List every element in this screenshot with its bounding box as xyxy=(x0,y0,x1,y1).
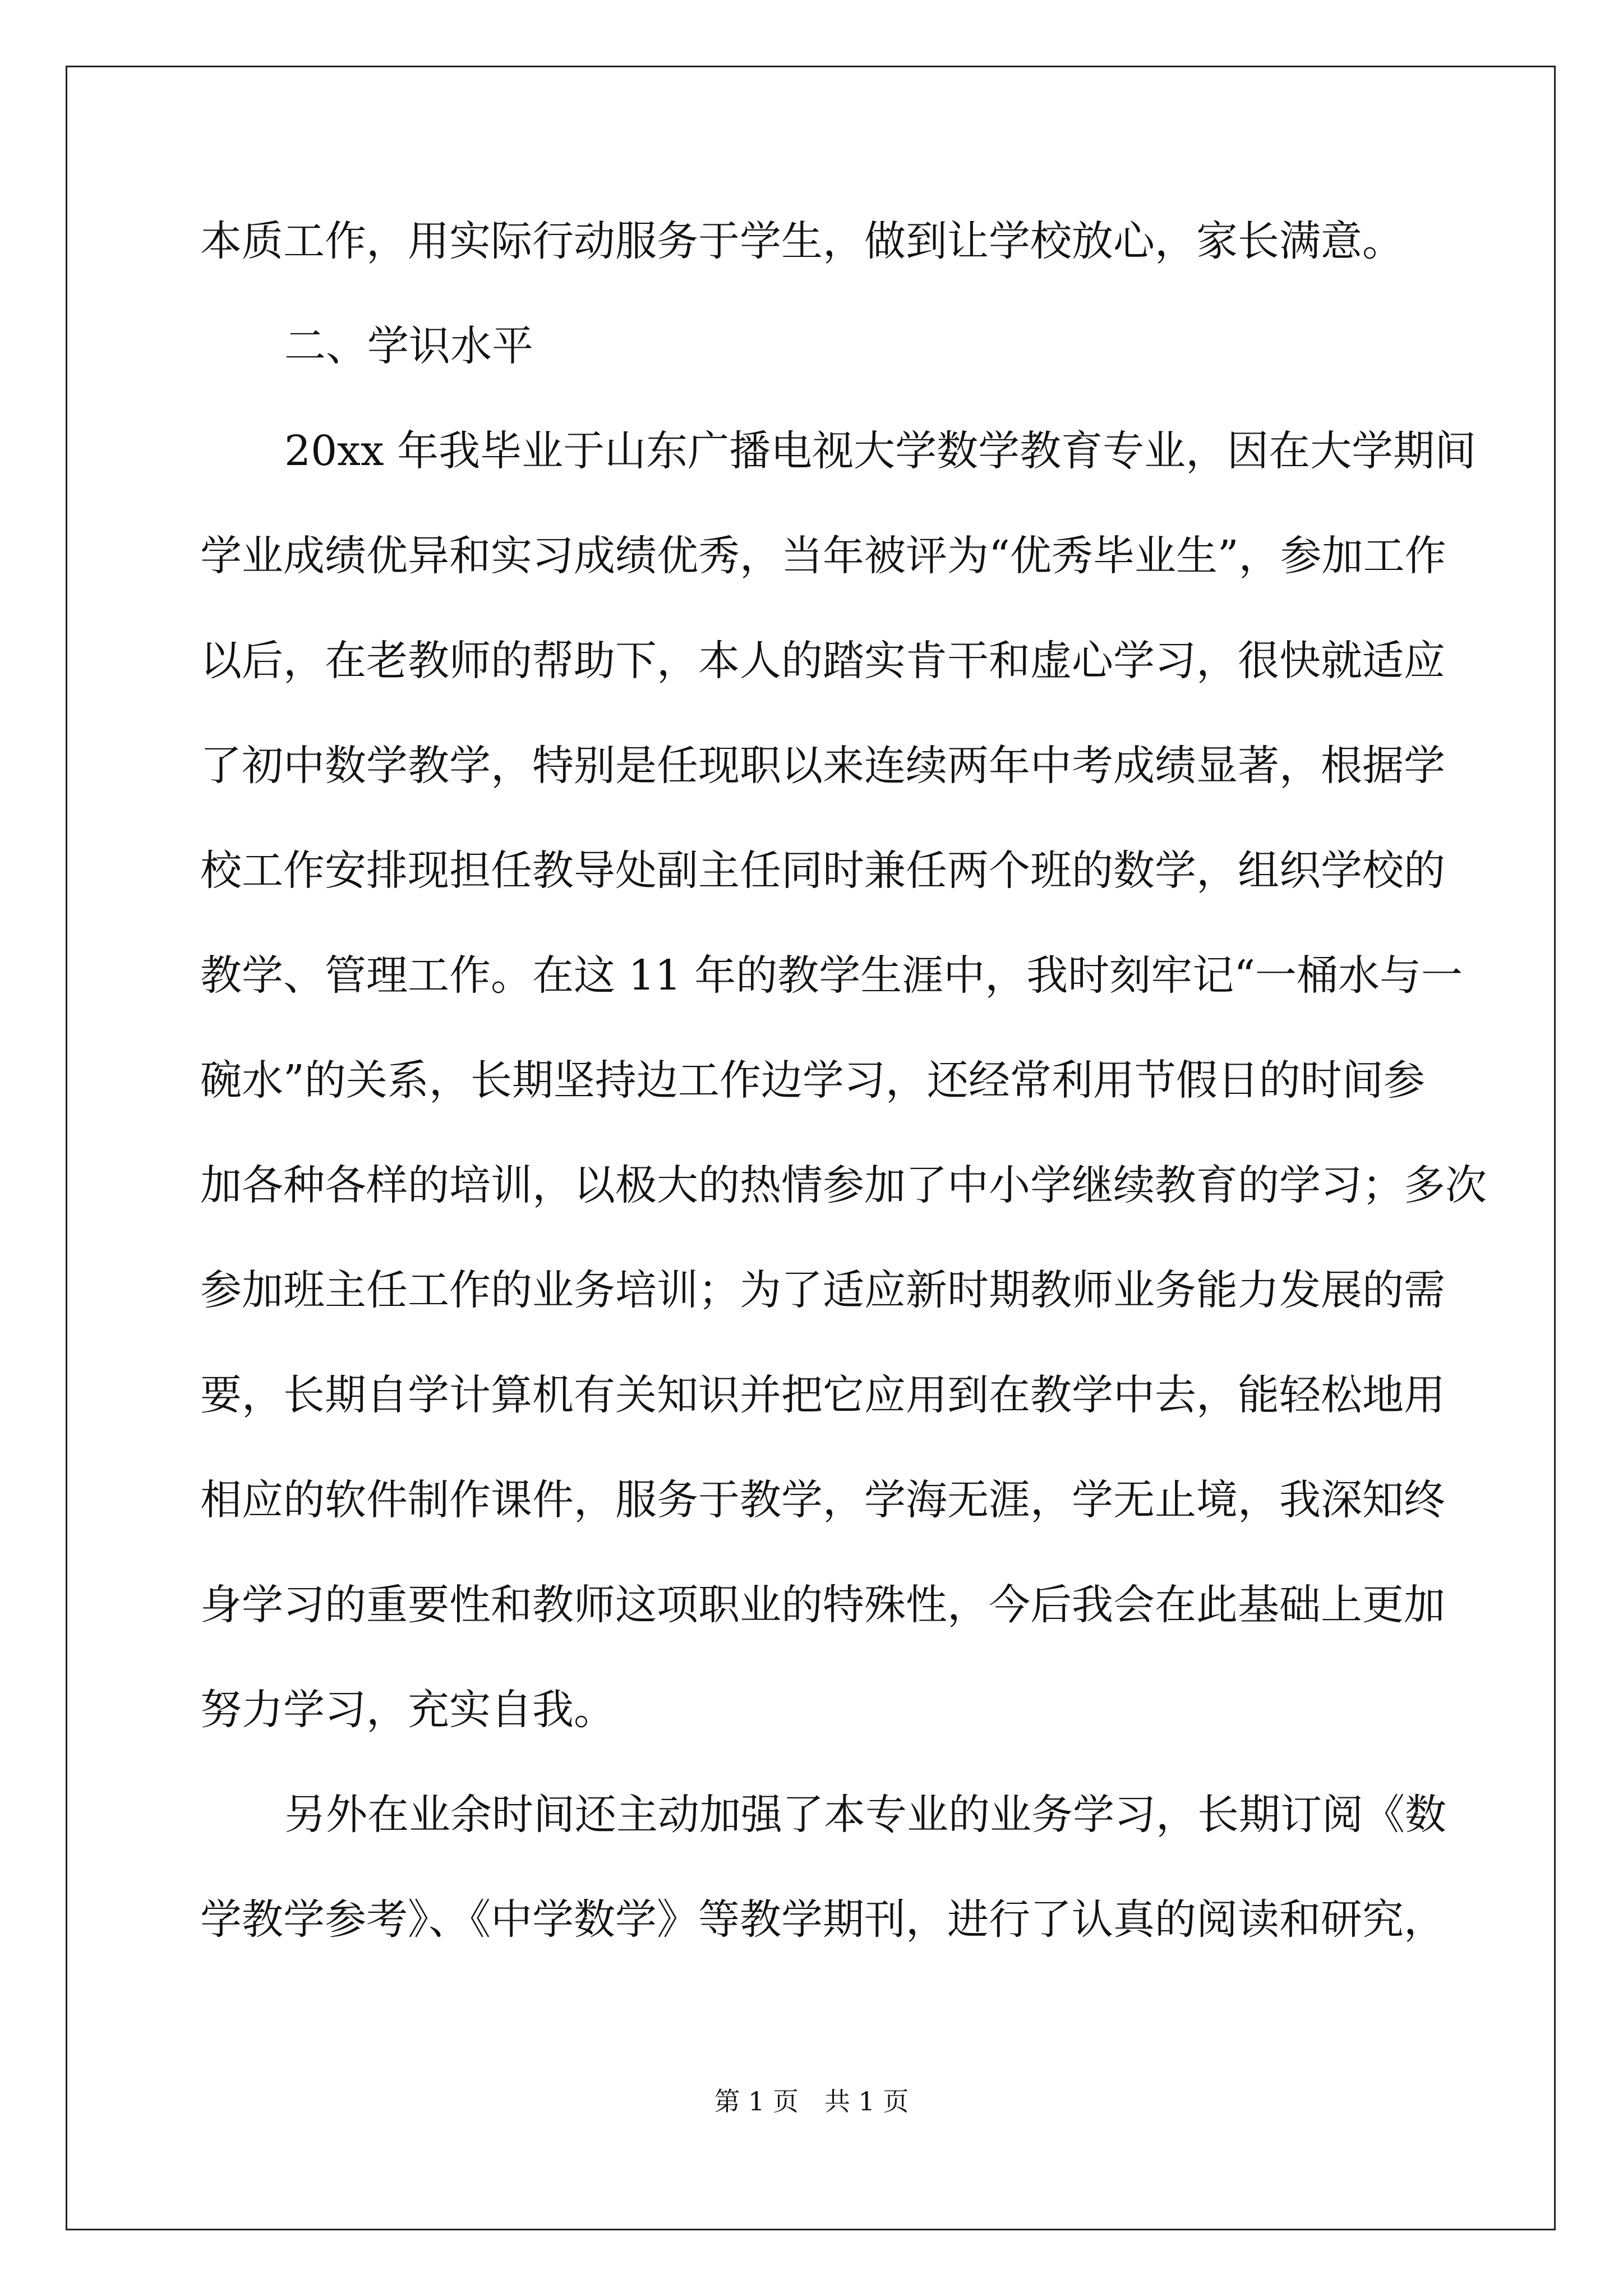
paragraph-line: 学教学参考》、《中学数学》等教学期刊，进行了认真的阅读和研究， xyxy=(200,1895,1445,1944)
text-line: 本质工作，用实际行动服务于学生，做到让学校放心，家长满意。 xyxy=(200,217,1404,265)
paragraph-line: 要，长期自学计算机有关知识并把它应用到在教学中去，能轻松地用 xyxy=(200,1371,1445,1419)
paragraph-line: 以后，在老教师的帮助下，本人的踏实肯干和虚心学习，很快就适应 xyxy=(200,637,1445,685)
paragraph-line: 教学、管理工作。在这 11 年的教学生涯中，我时刻牢记“一桶水与一 xyxy=(200,951,1463,1000)
page-number-footer: 第 1 页 共 1 页 xyxy=(714,2086,909,2116)
paragraph-line: 学业成绩优异和实习成绩优秀，当年被评为“优秀毕业生”，参加工作 xyxy=(200,532,1446,580)
document-body xyxy=(200,208,1487,1991)
paragraph-line: 相应的软件制作课件，服务于教学，学海无涯，学无止境，我深知终 xyxy=(200,1476,1445,1524)
paragraph-line: 加各种各样的培训，以极大的热情参加了中小学继续教育的学习；多次 xyxy=(200,1161,1487,1209)
paragraph-line: 另外在业余时间还主动加强了本专业的业务学习，长期订阅《数 xyxy=(284,1791,1446,1839)
paragraph-line: 了初中数学教学，特别是任现职以来连续两年中考成绩显著，根据学 xyxy=(200,742,1445,790)
paragraph-line: 身学习的重要性和教师这项职业的特殊性，今后我会在此基础上更加 xyxy=(200,1581,1445,1629)
paragraph-line: 校工作安排现担任教导处副主任同时兼任两个班的数学，组织学校的 xyxy=(200,846,1445,895)
paragraph-line: 努力学习，充实自我。 xyxy=(200,1686,615,1734)
paragraph-line: 参加班主任工作的业务培训；为了适应新时期教师业务能力发展的需 xyxy=(200,1266,1445,1314)
paragraph-line: 20xx 年我毕业于山东广播电视大学数学教育专业，因在大学期间 xyxy=(284,427,1477,475)
paragraph-line: 碗水”的关系，长期坚持边工作边学习，还经常利用节假日的时间参 xyxy=(200,1056,1425,1105)
section-heading: 二、学识水平 xyxy=(284,322,533,370)
